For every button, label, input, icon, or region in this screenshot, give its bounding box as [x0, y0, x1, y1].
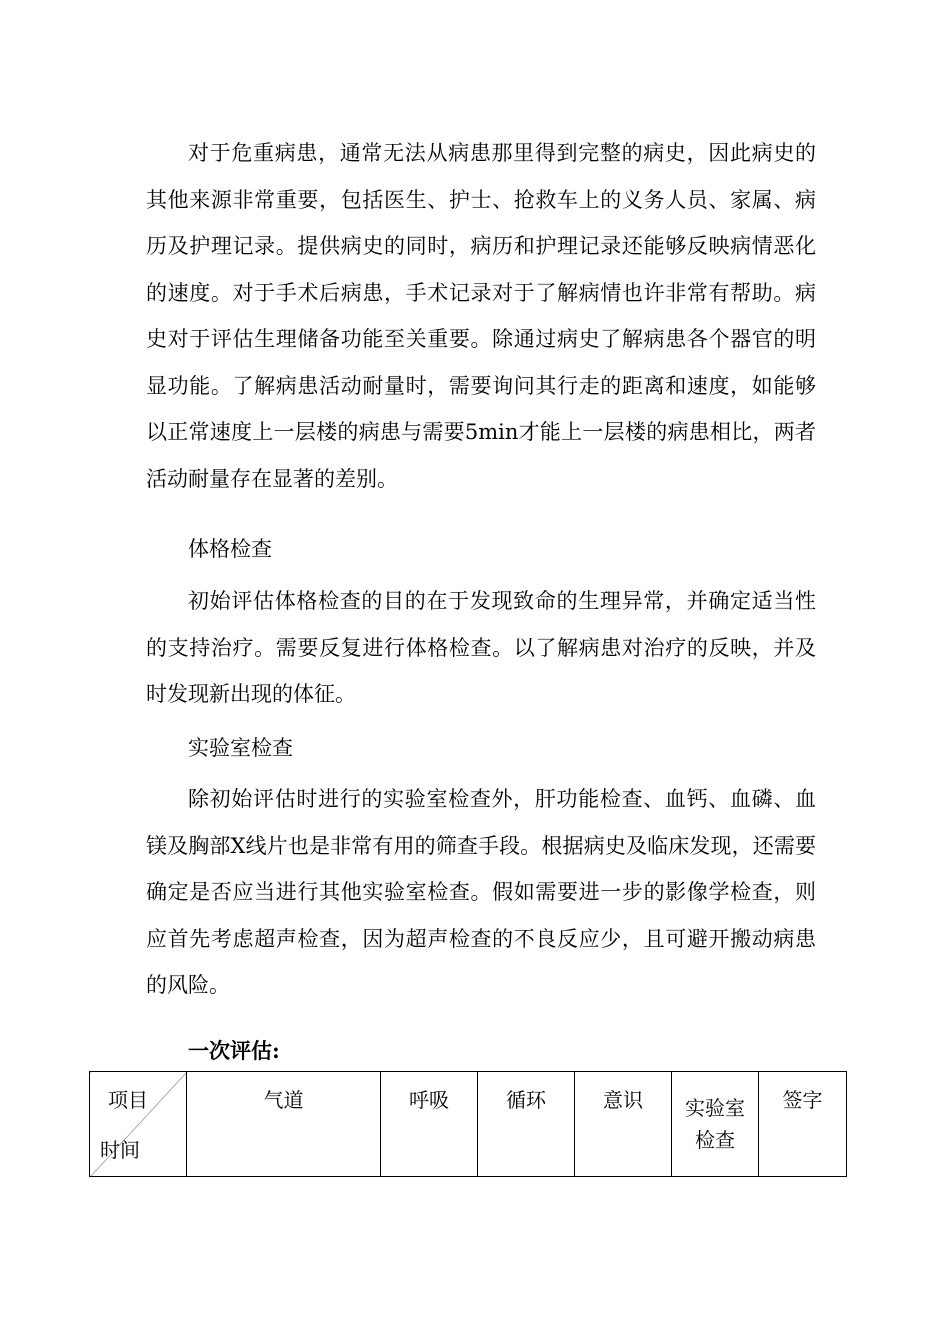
evaluation-table — [89, 1071, 847, 1177]
header-time-label: 时间 — [100, 1138, 140, 1162]
header-airway: 气道 — [263, 1088, 304, 1112]
header-cell-consciousness — [575, 1072, 672, 1177]
paragraph-history-sources: 对于危重病患，通常无法从病患那里得到完整的病史，因此病史的其他来源非常重要，包括医生、护士、抢救车上的义务人员、家属、病历及护理记录。提供病史的同时，病历和护理记录还能够反映病情恶化的速度。对于手术后病患，手术记录对于了解病情也许非常有帮助。病史对于评估生理储备功能至关重要。除通过病史了解病患各个器官的明显功能。了解病患活动耐量时，需要询问其行走的距离和速度，如能够以正常速度上一层楼的病患与需要5min才能上一层楼的病患相比，两者活动耐量存在显著的差别。 — [146, 141, 816, 491]
header-cell-lab — [672, 1072, 759, 1177]
header-cell-breathing — [381, 1072, 478, 1177]
paragraph-lab-exam: 除初始评估时进行的实验室检查外，肝功能检查、血钙、血磷、血镁及胸部X线片也是非常有用的筛查手段。根据病史及临床发现，还需要确定是否应当进行其他实验室检查。假如需要进一步的影像学检查，则应首先考虑超声检查，因为超声检查的不良反应少，且可避开搬动病患的风险。 — [146, 787, 816, 997]
header-lab-line1: 实验室 — [685, 1096, 745, 1120]
header-lab — [672, 1072, 758, 1156]
header-consciousness: 意识 — [603, 1088, 643, 1112]
header-item-label: 项目 — [108, 1088, 148, 1112]
table-title: 一次评估: — [188, 1038, 280, 1063]
paragraph-physical-exam: 初始评估体格检查的目的在于发现致命的生理异常，并确定适当性的支持治疗。需要反复进行体格检查。以了解病患对治疗的反映，并及时发现新出现的体征。 — [146, 589, 816, 706]
header-circulation: 循环 — [506, 1088, 546, 1112]
table-header-row — [90, 1072, 847, 1177]
header-signature: 签字 — [782, 1088, 823, 1112]
header-cell-circulation — [478, 1072, 575, 1177]
heading-physical-exam: 体格检查 — [188, 537, 272, 561]
diagonal-header-cell — [90, 1072, 187, 1177]
heading-lab-exam: 实验室检查 — [188, 736, 293, 760]
header-cell-airway — [187, 1072, 381, 1177]
header-breathing: 呼吸 — [409, 1088, 449, 1112]
header-cell-signature — [759, 1072, 847, 1177]
header-lab-line2: 检查 — [695, 1128, 735, 1152]
